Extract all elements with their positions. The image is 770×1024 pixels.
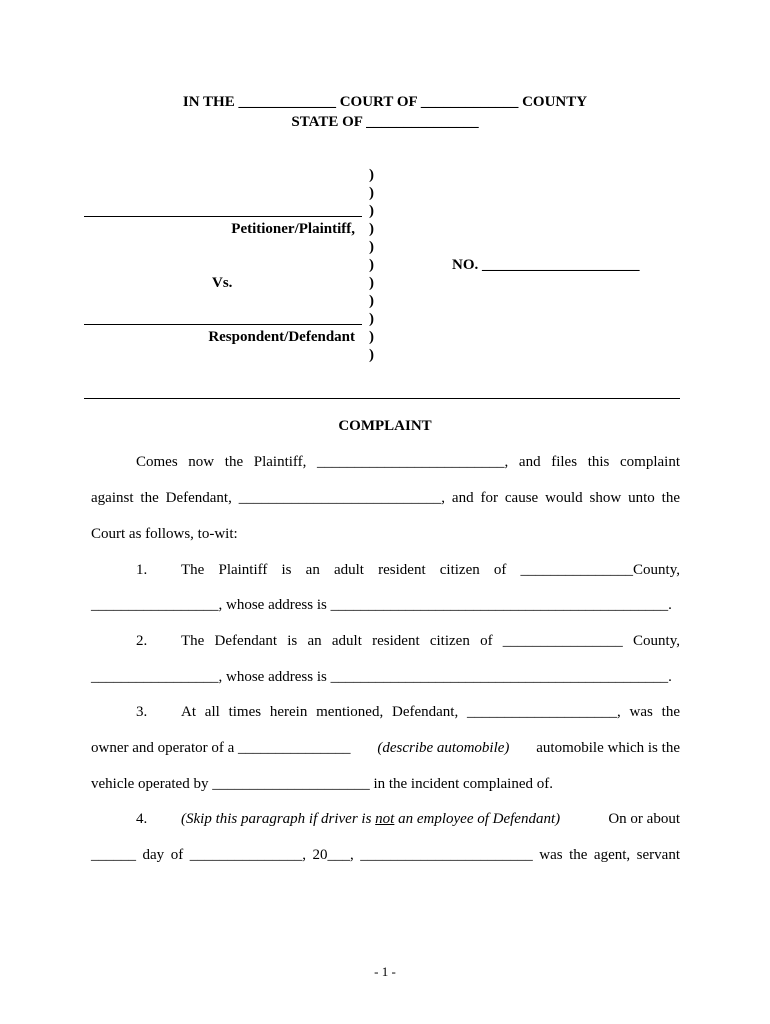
paragraph-line: _________________, whose address is _____________________________________________. <box>91 597 672 613</box>
vs-label: Vs. <box>212 275 233 291</box>
paragraph-line <box>181 811 680 828</box>
paragraph-text: automobile which is the <box>536 740 680 756</box>
paragraph-italic-note: (Skip this paragraph if driver is not an employee of Defendant) <box>181 811 561 827</box>
paragraph-line: At all times herein mentioned, Defendant, ____________________, was the <box>181 704 680 720</box>
respondent-label: Respondent/Defendant <box>208 329 355 345</box>
paragraph-text: On or about <box>608 811 680 827</box>
caption-paren: ) <box>369 329 374 345</box>
court-header-line2: STATE OF _______________ <box>291 114 479 130</box>
caption-paren: ) <box>369 311 374 327</box>
paragraph-number: 1. <box>136 562 148 578</box>
page-number: - 1 - <box>374 964 396 979</box>
paragraph-line: _________________, whose address is _____________________________________________. <box>91 669 672 685</box>
caption-paren: ) <box>369 257 374 273</box>
intro-line: Comes now the Plaintiff, _________________________, and files this complaint <box>136 454 680 470</box>
paragraph-line: ______ day of _______________, 20___, _______________________ was the agent, servant <box>91 847 680 863</box>
petitioner-name-line[interactable] <box>84 216 362 217</box>
caption-divider <box>84 398 680 399</box>
paragraph-number: 4. <box>136 811 148 827</box>
caption-paren: ) <box>369 275 374 291</box>
caption-paren: ) <box>369 347 374 363</box>
paragraph-italic-note: (describe automobile) <box>377 740 510 756</box>
case-number-field[interactable]: NO. _____________________ <box>452 257 640 273</box>
caption-paren: ) <box>369 293 374 309</box>
caption-paren: ) <box>369 221 374 237</box>
caption-paren: ) <box>369 185 374 201</box>
paragraph-line: vehicle operated by _____________________ in the incident complained of. <box>91 776 553 792</box>
caption-paren: ) <box>369 167 374 183</box>
court-header-line1: IN THE _____________ COURT OF _____________ COUNTY <box>182 94 588 110</box>
paragraph-line: The Plaintiff is an adult resident citizen of _______________County, <box>181 562 680 578</box>
caption-paren: ) <box>369 203 374 219</box>
paragraph-number: 2. <box>136 633 148 649</box>
respondent-name-line[interactable] <box>84 324 362 325</box>
paragraph-text: owner and operator of a _______________ <box>91 740 351 756</box>
paragraph-line: The Defendant is an adult resident citizen of ________________ County, <box>181 633 680 649</box>
paragraph-line <box>91 740 680 757</box>
caption-paren: ) <box>369 239 374 255</box>
document-title: COMPLAINT <box>338 418 432 434</box>
petitioner-label: Petitioner/Plaintiff, <box>231 221 355 237</box>
intro-line: Court as follows, to-wit: <box>91 526 238 542</box>
intro-line: against the Defendant, ___________________________, and for cause would show unto the <box>91 490 680 506</box>
paragraph-number: 3. <box>136 704 148 720</box>
